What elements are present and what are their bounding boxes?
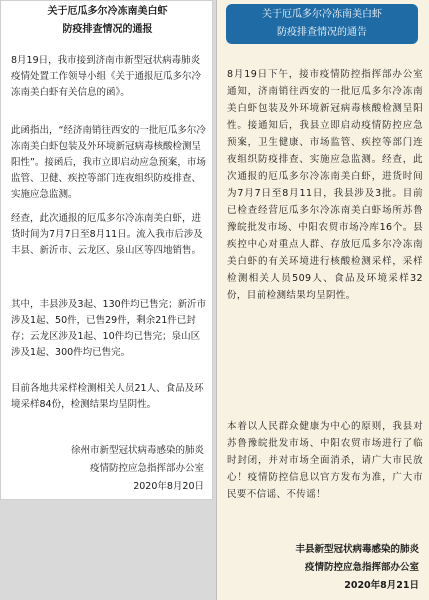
right-title-line2: 防疫排查情况的通告 [277, 27, 367, 38]
right-paragraph-1: 8月19日下午，接市疫情防控指挥部办公室通知，济南销往西安的一批厄瓜多尔冷冻南美白虾包装及外环境新冠病毒核酸检测呈阳性。接通知后，我县立即启动疫情防控应急预案，卫生健康、市场监管、疾控等部门连夜组织防疫排查、实施应急监测。经查，此次通报的厄瓜多尔冷冻南美白虾，进货时间为7月7日至8月11日，我县涉及3批。目前已检查经营厄瓜多尔冷冻南美白虾场所苏鲁豫皖批发市场、中阳农贸市场冷库16个。县疾控中心对重点人群、存放厄瓜多尔冷冻南美白虾的有关环境进行核酸检测采样，采样检测相关人员509人、食品及环境采样32份，目前检测结果均呈阴性。 [227, 69, 423, 301]
left-paragraph-3: 经查，此次通报的厄瓜多尔冷冻南美白虾，进货时间为7月7日至8月11日。流入我市后涉及丰县、新沂市、云龙区、泉山区等四地销售。 [11, 213, 203, 256]
left-signature-line2: 疫情防控应急指挥部办公室 [89, 463, 204, 474]
left-title-line1: 关于厄瓜多尔冷冻南美白虾 [47, 6, 168, 17]
left-signature-line1: 徐州市新型冠状病毒感染的肺炎 [70, 445, 204, 456]
right-signature-line2: 疫情防控应急指挥部办公室 [304, 562, 419, 573]
left-paragraph-1: 8月19日，我市接到济南市新型冠状病毒肺炎疫情处置工作领导小组《关于通报厄瓜多尔冷冻南美白虾有关信息的函》。 [11, 55, 202, 98]
left-notice-panel [0, 0, 213, 500]
right-paragraph-2: 本着以人民群众健康为中心的原则，我县对苏鲁豫皖批发市场、中阳农贸市场进行了临时封闭，并对市场全面消杀，请广大市民放心！疫情防控信息以官方发布为准，广大市民要不信谣、不传谣！ [227, 421, 423, 500]
left-paragraph-4: 其中，丰县涉及3起、130件均已售完；新沂市涉及1起、50件，已售29件，剩余21件已封存；云龙区涉及1起、10件均已售完；泉山区涉及1起、300件均已售完。 [11, 299, 207, 358]
right-title-line1: 关于厄瓜多尔冷冻南美白虾 [262, 9, 382, 20]
right-title-banner [226, 4, 418, 44]
left-title-line2: 防疫排查情况的通报 [62, 24, 153, 35]
left-paragraph-2: 此函指出，“经济南销往西安的一批厄瓜多尔冷冻南美白虾包装及外环境新冠病毒核酸检测呈阳性”。接函后，我市立即启动应急预案，市场监管、卫健、疾控等部门连夜组织防疫排查、实施应急监测。 [11, 125, 206, 200]
right-signature-line1: 丰县新型冠状病毒感染的肺炎 [295, 544, 419, 555]
left-paragraph-5: 目前各地共采样检测相关人员21人、食品及环境采样84份，检测结果均呈阴性。 [11, 383, 204, 410]
left-date: 2020年8月20日 [133, 481, 204, 492]
right-date: 2020年8月21日 [344, 580, 419, 591]
right-notice-panel [216, 0, 429, 600]
